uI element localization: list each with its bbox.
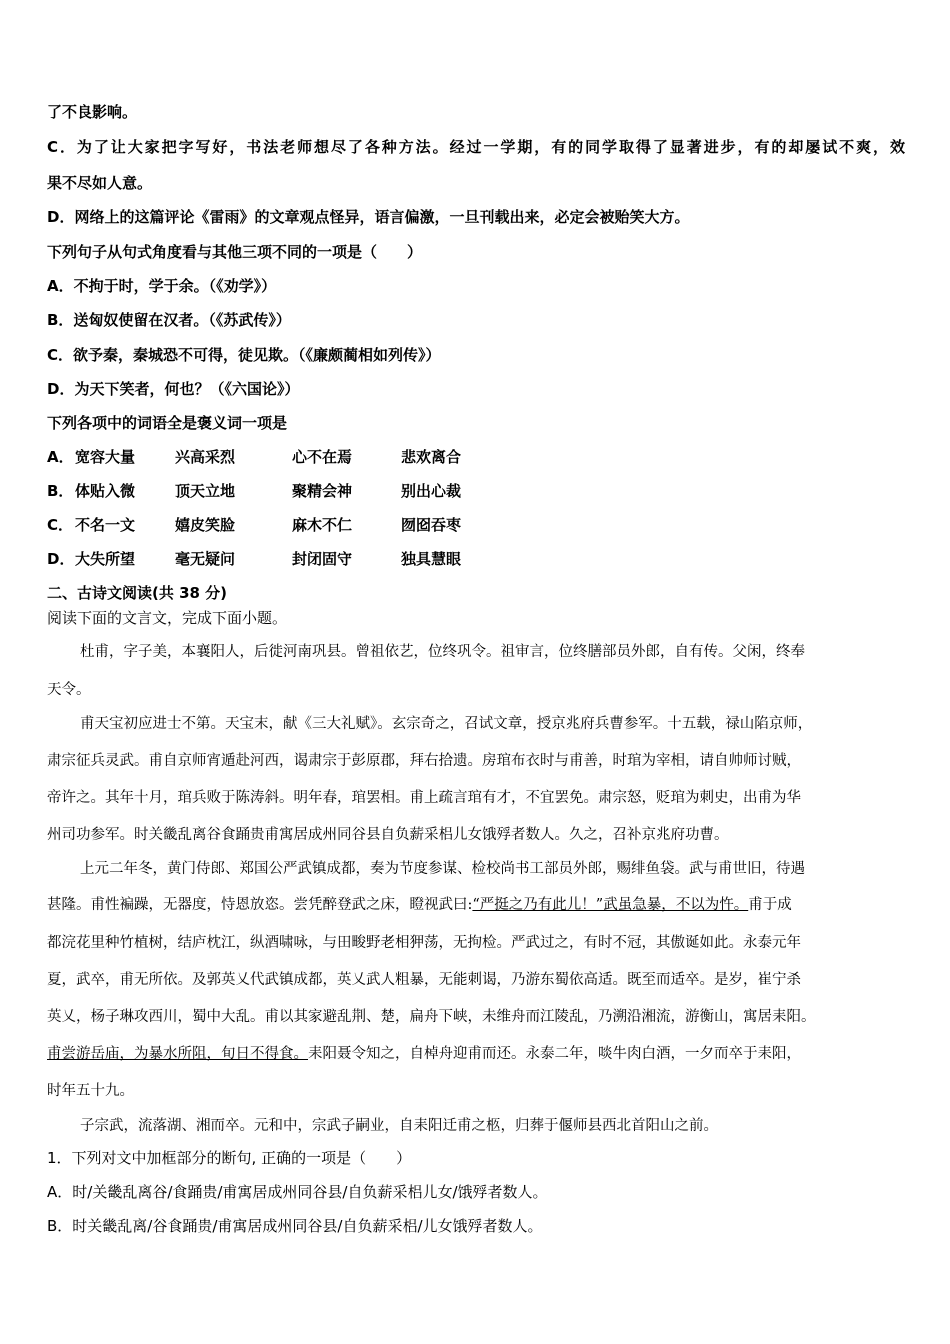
word: 体贴入微 [75, 482, 136, 500]
passage-line-boxed: 州司功参军。时关畿乱离谷食踊贵甫寓居成州同谷县自负薪采梠儿女饿殍者数人。久之，召补京兆府功曹。 [47, 827, 729, 843]
passage-line: 时年五十九。 [47, 1083, 134, 1099]
passage-line: 都浣花里种竹植树，结庐枕江，纵酒啸咏，与田畯野老相狎荡，无拘检。严武过之，有时不冠，其傲诞如此。永泰元年 [47, 935, 801, 951]
passage-text: 甚隆。甫性褊躁，无器度，恃恩放恣。尝凭醉登武之床，瞪视武曰: [47, 897, 473, 913]
passage-line: 上元二年冬，黄门侍郎、郑国公严武镇成都，奏为节度参谋、检校尚书工部员外郎，赐绯鱼袋。武与甫世旧，待遇 [80, 861, 805, 877]
word: 囫囵吞枣 [401, 516, 462, 534]
word: 别出心裁 [401, 482, 462, 500]
word: 嬉皮笑脸 [175, 516, 236, 534]
option-label: B． [47, 482, 74, 500]
passage-line: 天令。 [47, 682, 91, 698]
passage-line: 子宗武，流落湖、湘而卒。元和中，宗武子嗣业，自耒阳迁甫之柩，归葬于偃师县西北首阳山之前。 [80, 1118, 718, 1134]
word: 麻木不仁 [292, 516, 353, 534]
word: 独具慧眼 [401, 550, 462, 568]
passage-line: 英乂，杨子琳攻西川，蜀中大乱。甫以其家避乱荆、楚，扁舟下峡，未维舟而江陵乱，乃溯沿湘流，游衡山，寓居耒阳。 [47, 1009, 816, 1025]
passage-text: 耒阳聂令知之，自棹舟迎甫而还。永泰二年，啖牛肉白酒，一夕而卒于耒阳， [308, 1046, 801, 1062]
q1-option-b: B．时关畿乱离/谷食踊贵/甫寓居成州同谷县/自负薪采梠/儿女饿殍者数人。 [47, 1217, 543, 1235]
q1-option-a: A．时/关畿乱离谷/食踊贵/甫寓居成州同谷县/自负薪采梠儿女/饿殍者数人。 [47, 1183, 548, 1201]
word: 封闭固守 [292, 550, 353, 568]
passage-line: 夏，武卒，甫无所依。及郭英乂代武镇成都，英乂武人粗暴，无能刺谒，乃游东蜀依高适。既至而适卒。是岁，崔宁杀 [47, 972, 801, 988]
underlined-text: 甫尝游岳庙，为暴水所阻，旬日不得食。 [47, 1046, 308, 1062]
word: 宽容大量 [75, 448, 136, 466]
passage-line: 甫天宝初应进士不第。天宝末，献《三大礼赋》。玄宗奇之，召试文章，授京兆府兵曹参军。十五载，禄山陷京师， [80, 716, 813, 732]
word: 顶天立地 [175, 482, 236, 500]
prev-option-c-line1: C．为了让大家把字写好，书法老师想尽了各种方法。经过一学期，有的同学取得了显著进步，有的却屡试不爽，效 [47, 138, 905, 156]
prev-option-d: D．网络上的这篇评论《雷雨》的文章观点怪异，语言偏激，一旦刊载出来，必定会被贻笑大方。 [47, 208, 690, 226]
words-question-stem: 下列各项中的词语全是褒义词一项是 [47, 414, 288, 432]
q1-stem: 1．下列对文中加框部分的断句, 正确的一项是（ ） [47, 1149, 412, 1167]
syntax-option-b: B．送匈奴使留在汉者。（《苏武传》） [47, 311, 291, 329]
syntax-option-d: D．为天下笑者，何也？（《六国论》） [47, 380, 300, 398]
section-heading: 二、古诗文阅读(共 38 分) [47, 584, 228, 602]
passage-line: 帝许之。其年十月，琯兵败于陈涛斜。明年春，琯罢相。甫上疏言琯有才，不宜罢免。肃宗怒，贬琯为刺史，出甫为华 [47, 790, 801, 806]
passage-text: 甫于成 [748, 897, 792, 913]
word: 大失所望 [75, 550, 136, 568]
passage-line [47, 893, 792, 914]
underlined-text: “严挺之乃有此儿！”武虽急暴，不以为忤。 [472, 897, 749, 913]
prev-question-tail: 了不良影响。 [47, 103, 138, 121]
syntax-question-stem: 下列句子从句式角度看与其他三项不同的一项是（ ） [47, 243, 423, 261]
word: 兴高采烈 [175, 448, 236, 466]
word: 悲欢离合 [401, 448, 462, 466]
option-label: D． [47, 550, 75, 568]
syntax-option-a: A．不拘于时，学于余。（《劝学》） [47, 277, 277, 295]
word: 聚精会神 [292, 482, 353, 500]
passage-line: 杜甫，字子美，本襄阳人，后徙河南巩县。曾祖依艺，位终巩令。祖审言，位终膳部员外郎，自有传。父闲，终奉 [80, 644, 805, 660]
word: 心不在焉 [292, 448, 353, 466]
option-label: C． [47, 516, 74, 534]
word: 不名一文 [75, 516, 136, 534]
passage-line: 肃宗征兵灵武。甫自京师宵遁赴河西，谒肃宗于彭原郡，拜右拾遗。房琯布衣时与甫善，时琯为宰相，请自帅师讨贼， [47, 753, 801, 769]
option-label: A． [47, 448, 74, 466]
section-instruction: 阅读下面的文言文，完成下面小题。 [47, 609, 288, 627]
passage-line [47, 1042, 801, 1063]
prev-option-c-line2: 果不尽如人意。 [47, 174, 153, 192]
word: 毫无疑问 [175, 550, 236, 568]
syntax-option-c: C．欲予秦，秦城恐不可得，徒见欺。（《廉颇蔺相如列传》） [47, 346, 441, 364]
